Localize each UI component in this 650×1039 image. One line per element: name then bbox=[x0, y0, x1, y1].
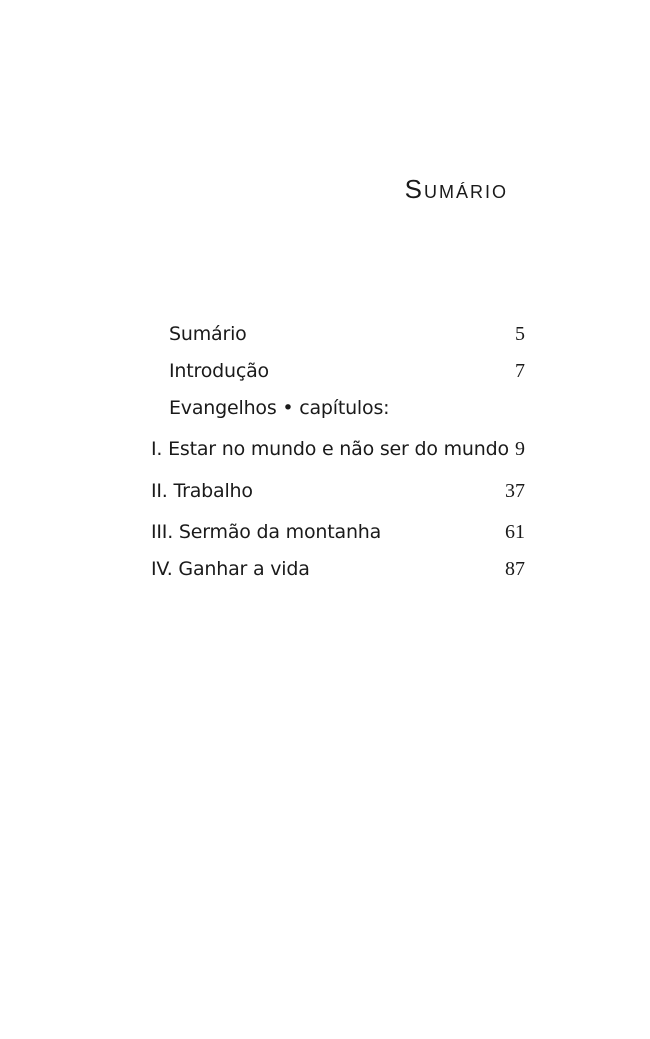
toc-entry-page-number: 37 bbox=[505, 480, 525, 502]
toc-entry-page-number: 61 bbox=[505, 521, 525, 543]
toc-entry-title: I. Estar no mundo e não ser do mundo bbox=[151, 438, 509, 460]
toc-entry-page-number: 87 bbox=[505, 558, 525, 580]
toc-entry-page-number: 9 bbox=[515, 438, 525, 460]
toc-entry-chapter-2[interactable] bbox=[151, 478, 525, 504]
toc-entry-page-number: 5 bbox=[515, 323, 525, 345]
toc-section-title: Evangelhos • capítulos: bbox=[169, 397, 390, 419]
toc-entry-page-number: 7 bbox=[515, 360, 525, 382]
toc-entry-sumario[interactable] bbox=[151, 321, 525, 347]
toc-entry-chapter-3[interactable] bbox=[151, 519, 525, 545]
toc-section-evangelhos bbox=[151, 395, 525, 421]
toc-entry-title: Sumário bbox=[169, 323, 247, 345]
toc-entry-introducao[interactable] bbox=[151, 358, 525, 384]
toc-entry-title: III. Sermão da montanha bbox=[151, 521, 382, 543]
toc-entry-title: II. Trabalho bbox=[151, 480, 253, 502]
toc-heading: Sumário bbox=[404, 174, 508, 204]
toc-entry-chapter-4[interactable] bbox=[151, 556, 525, 582]
toc-entry-chapter-1[interactable] bbox=[151, 436, 525, 462]
toc-entry-title: IV. Ganhar a vida bbox=[151, 558, 310, 580]
toc-entry-title: Introdução bbox=[169, 360, 269, 382]
